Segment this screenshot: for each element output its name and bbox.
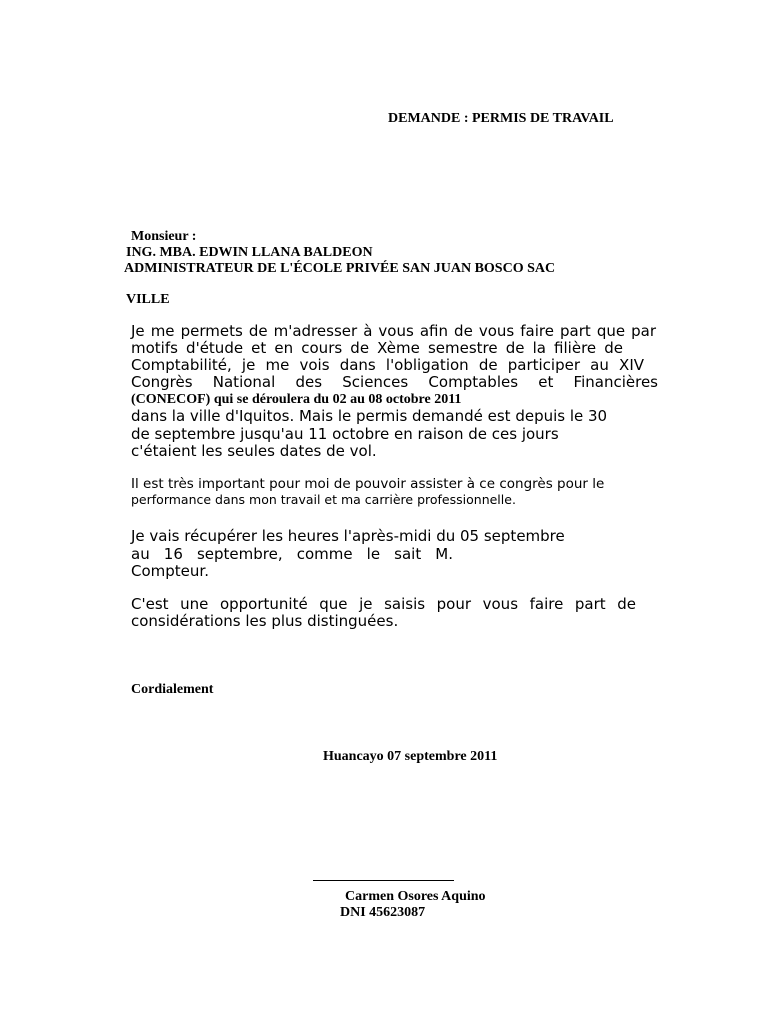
paragraph-1-line: c'étaient les seules dates de vol. (131, 442, 377, 460)
signature-name: Carmen Osores Aquino (345, 889, 486, 904)
recipient-name: ING. MBA. EDWIN LLANA BALDEON (126, 245, 373, 260)
paragraph-2-line: performance dans mon travail et ma carrière professionnelle. (131, 492, 516, 507)
paragraph-3-line: Compteur. (131, 562, 209, 580)
signature-line (313, 880, 454, 881)
paragraph-1-line: Comptabilité, je me vois dans l'obligation de participer au XIV (131, 356, 644, 374)
recipient-city: VILLE (126, 292, 170, 307)
paragraph-1-line: de septembre jusqu'au 11 octobre en raison de ces jours (131, 425, 559, 443)
closing: Cordialement (131, 682, 214, 697)
salutation: Monsieur : (131, 229, 197, 244)
recipient-position: ADMINISTRATEUR DE L'ÉCOLE PRIVÉE SAN JUAN BOSCO SAC (124, 261, 556, 276)
paragraph-1-line: Congrès National des Sciences Comptables et Financières (131, 373, 658, 391)
paragraph-1-line: motifs d'étude et en cours de Xème semestre de la filière de (131, 339, 623, 357)
paragraph-1-line: dans la ville d'Iquitos. Mais le permis demandé est depuis le 30 (131, 407, 608, 425)
paragraph-2-line: Il est très important pour moi de pouvoir assister à ce congrès pour le (131, 476, 605, 492)
paragraph-4-line: C'est une opportunité que je saisis pour vous faire part de (131, 595, 636, 613)
letter-title: DEMANDE : PERMIS DE TRAVAIL (388, 111, 614, 126)
paragraph-3-line: au 16 septembre, comme le sait M. (131, 545, 453, 563)
paragraph-1-line: Je me permets de m'adresser à vous afin de vous faire part que par (131, 322, 656, 340)
paragraph-3-line: Je vais récupérer les heures l'après-midi du 05 septembre (131, 527, 565, 545)
paragraph-1-line-bold: (CONECOF) qui se déroulera du 02 au 08 octobre 2011 (131, 392, 462, 407)
paragraph-4-line: considérations les plus distinguées. (131, 612, 399, 630)
place-date: Huancayo 07 septembre 2011 (323, 749, 498, 764)
signature-dni: DNI 45623087 (340, 905, 426, 920)
